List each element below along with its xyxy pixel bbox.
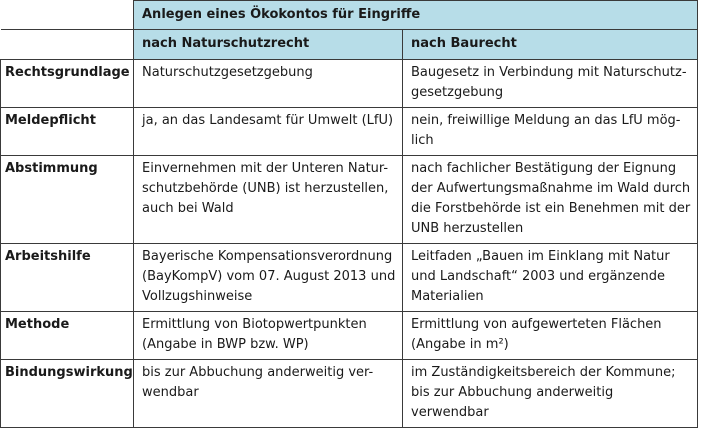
cell-line: Naturschutzgesetzgebung — [142, 65, 313, 80]
table-row — [1, 60, 698, 108]
cell-line: Leitfaden „Bauen im Einklang mit Natur — [411, 249, 670, 264]
cell-line: die Forstbehörde ist ein Benehmen mit der — [411, 201, 691, 216]
row-label: Rechtsgrundlage — [1, 60, 134, 108]
cell-line: ja, an das Landesamt für Umwelt (LfU) — [142, 113, 394, 128]
cell-baurecht — [403, 108, 698, 156]
table-subheader-row — [1, 30, 698, 60]
cell-line: Materialien — [411, 289, 484, 304]
header-baurecht: nach Baurecht — [403, 30, 698, 60]
cell-baurecht — [403, 60, 698, 108]
cell-baurecht — [403, 312, 698, 360]
cell-baurecht — [403, 244, 698, 312]
table-row — [1, 312, 698, 360]
row-label: Arbeitshilfe — [1, 244, 134, 312]
cell-line: bis zur Abbuchung anderweitig verwendbar — [411, 385, 614, 420]
cell-baurecht — [403, 156, 698, 244]
table-header-row — [1, 1, 698, 30]
cell-naturschutzrecht — [134, 244, 403, 312]
cell-line: (BayKompV) vom 07. August 2013 und — [142, 269, 396, 284]
cell-line: der Aufwertungsmaßnahme im Wald durch — [411, 181, 691, 196]
cell-line: gesetzgebung — [411, 85, 504, 100]
cell-line: auch bei Wald — [142, 201, 234, 216]
cell-naturschutzrecht — [134, 156, 403, 244]
cell-line: im Zuständigkeitsbereich der Kommune; — [411, 365, 676, 380]
cell-line: Einvernehmen mit der Unteren Natur- — [142, 161, 389, 176]
cell-line: Bayerische Kompensationsverordnung — [142, 249, 393, 264]
cell-line: Vollzugshinweise — [142, 289, 253, 304]
cell-naturschutzrecht — [134, 108, 403, 156]
cell-line: bis zur Abbuchung anderweitig ver- — [142, 365, 374, 380]
cell-line: nach fachlicher Bestätigung der Eignung — [411, 161, 677, 176]
header-main: Anlegen eines Ökokontos für Eingriffe — [134, 1, 698, 30]
cell-line: lich — [411, 133, 434, 148]
table-row — [1, 108, 698, 156]
header-naturschutzrecht: nach Naturschutzrecht — [134, 30, 403, 60]
cell-line: schutzbehörde (UNB) ist herzustellen, — [142, 181, 389, 196]
table-row — [1, 156, 698, 244]
empty-corner-cell — [1, 30, 134, 60]
row-label: Bindungswirkung — [1, 360, 134, 428]
cell-line: Baugesetz in Verbindung mit Naturschutz- — [411, 65, 687, 80]
row-label: Methode — [1, 312, 134, 360]
table-row — [1, 360, 698, 428]
cell-line: und Landschaft“ 2003 und ergänzende — [411, 269, 665, 284]
cell-line: nein, freiwillige Meldung an das LfU mög- — [411, 113, 681, 128]
cell-line: Ermittlung von Biotopwertpunkten — [142, 317, 367, 332]
cell-line: (Angabe in m²) — [411, 337, 509, 352]
empty-corner-cell — [1, 1, 134, 30]
cell-line: (Angabe in BWP bzw. WP) — [142, 337, 309, 352]
cell-line: UNB herzustellen — [411, 221, 524, 236]
cell-naturschutzrecht — [134, 312, 403, 360]
row-label: Meldepflicht — [1, 108, 134, 156]
cell-line: wendbar — [142, 385, 199, 400]
cell-baurecht — [403, 360, 698, 428]
row-label: Abstimmung — [1, 156, 134, 244]
cell-naturschutzrecht — [134, 360, 403, 428]
cell-naturschutzrecht — [134, 60, 403, 108]
cell-line: Ermittlung von aufgewerteten Flächen — [411, 317, 662, 332]
table-row — [1, 244, 698, 312]
